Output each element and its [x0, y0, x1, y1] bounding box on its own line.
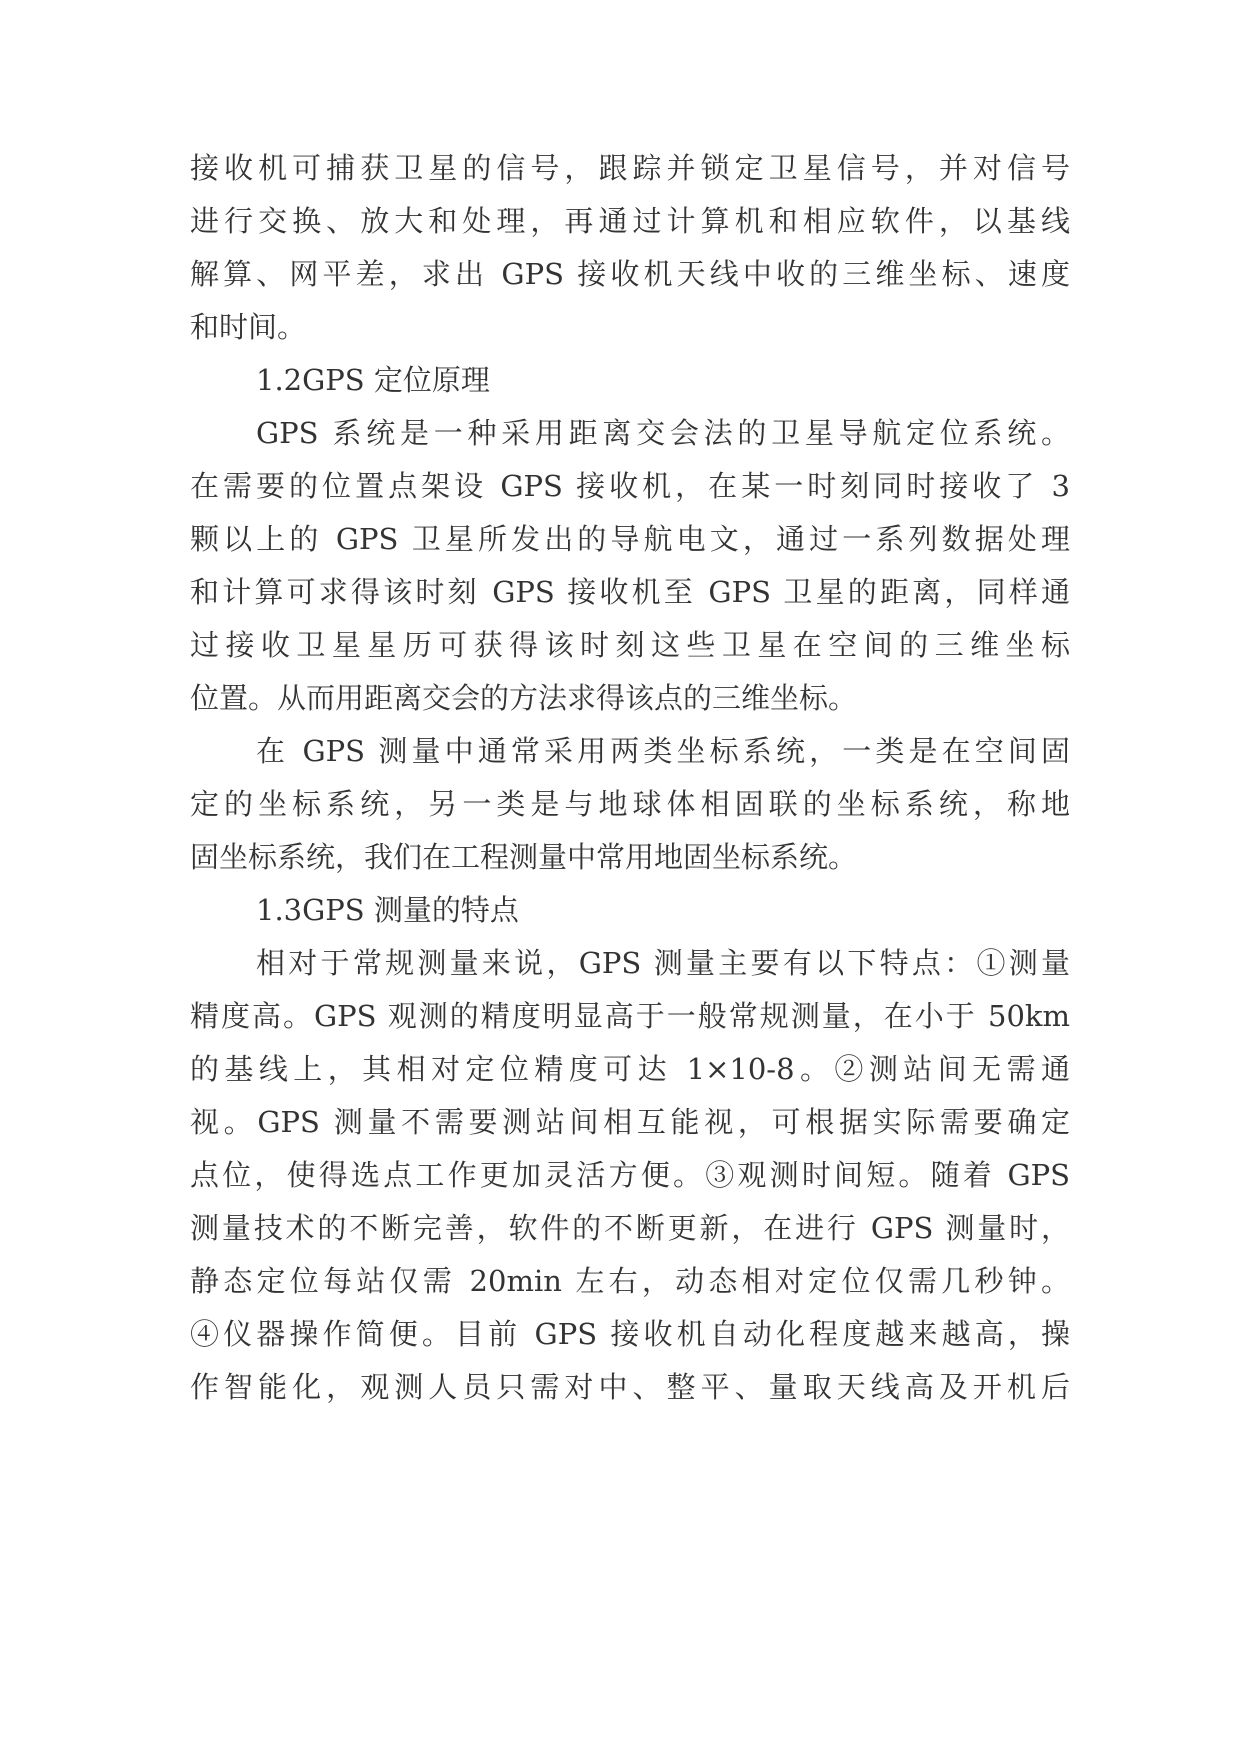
body-text-line: 过接收卫星星历可获得该时刻这些卫星在空间的三维坐标: [190, 628, 1070, 662]
body-text-line: 精度高。GPS 观测的精度明显高于一般常规测量，在小于 50km: [190, 999, 1070, 1033]
body-text-line: 测量技术的不断完善，软件的不断更新，在进行 GPS 测量时，: [190, 1211, 1070, 1245]
body-text-line: 位置。从而用距离交会的方法求得该点的三维坐标。: [190, 681, 858, 715]
body-text-line: 和计算可求得该时刻 GPS 接收机至 GPS 卫星的距离，同样通: [190, 575, 1070, 609]
body-text-line: 解算、网平差，求出 GPS 接收机天线中收的三维坐标、速度: [190, 257, 1070, 291]
body-text-line: GPS 系统是一种采用距离交会法的卫星导航定位系统。: [256, 416, 1070, 450]
body-text-line: 的基线上，其相对定位精度可达 1×10-8。②测站间无需通: [190, 1052, 1070, 1086]
body-text-line: 相对于常规测量来说，GPS 测量主要有以下特点：①测量: [256, 946, 1070, 980]
body-text-line: 颗以上的 GPS 卫星所发出的导航电文，通过一系列数据处理: [190, 522, 1070, 556]
body-text-line: 静态定位每站仅需 20min 左右，动态相对定位仅需几秒钟。: [190, 1264, 1070, 1298]
body-text-line: 点位，使得选点工作更加灵活方便。③观测时间短。随着 GPS: [190, 1158, 1070, 1192]
body-text-line: 作智能化，观测人员只需对中、整平、量取天线高及开机后: [190, 1370, 1070, 1404]
body-text-line: 固坐标系统，我们在工程测量中常用地固坐标系统。: [190, 840, 858, 874]
body-text-line: 视。GPS 测量不需要测站间相互能视，可根据实际需要确定: [190, 1105, 1070, 1139]
body-text-line: 接收机可捕获卫星的信号，跟踪并锁定卫星信号，并对信号: [190, 151, 1070, 185]
body-text-line: 在 GPS 测量中通常采用两类坐标系统，一类是在空间固: [256, 734, 1070, 768]
body-text-line: ④仪器操作简便。目前 GPS 接收机自动化程度越来越高，操: [190, 1317, 1070, 1351]
section-heading: 1.2GPS 定位原理: [256, 363, 490, 397]
body-text-line: 定的坐标系统，另一类是与地球体相固联的坐标系统，称地: [190, 787, 1070, 821]
body-text-line: 和时间。: [190, 310, 307, 344]
section-heading: 1.3GPS 测量的特点: [256, 893, 519, 927]
body-text-line: 进行交换、放大和处理，再通过计算机和相应软件，以基线: [190, 204, 1070, 238]
body-text-line: 在需要的位置点架设 GPS 接收机，在某一时刻同时接收了 3: [190, 469, 1070, 503]
